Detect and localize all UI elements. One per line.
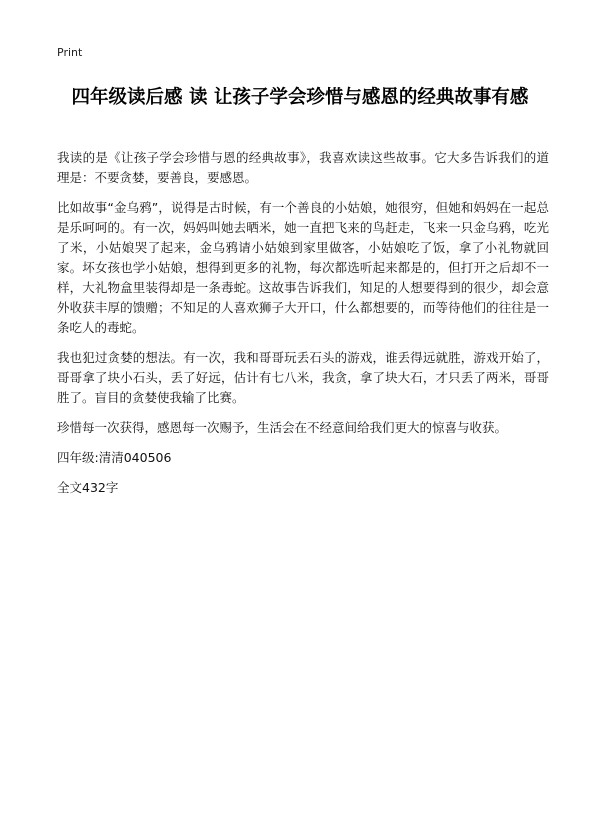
article-body xyxy=(57,148,549,508)
paragraph-story: 比如故事“金乌鸦”，说得是古时候，有一个善良的小姑娘，她很穷，但她和妈妈在一起总是乐呵呵的。有一次，妈妈叫她去晒米，她一直把飞来的鸟赶走，飞来一只金乌鸦，吃光了米，小姑娘哭了起来，金乌鸦请小姑娘到家里做客，小姑娘吃了饭，拿了小礼物就回家。坏女孩也学小姑娘，想得到更多的礼物，每次都选听起来都是的，但打开之后却不一样，大礼物盒里装得却是一条毒蛇。这故事告诉我们，知足的人想要得到的很少，却会意外收获丰厚的馈赠；不知足的人喜欢狮子大开口，什么都想要的，而等待他们的往往是一条吃人的毒蛇。 xyxy=(57,200,549,335)
paragraph-conclusion: 珍惜每一次获得，感恩每一次赐予，生活会在不经意间给我们更大的惊喜与收获。 xyxy=(57,420,508,435)
article-title: 四年级读后感 读 让孩子学会珍惜与感恩的经典故事有感 xyxy=(71,87,529,108)
author-line: 四年级:清清040506 xyxy=(57,450,172,465)
paragraph-experience: 我也犯过贪婪的想法。有一次，我和哥哥玩丢石头的游戏，谁丢得远就胜，游戏开始了，哥哥拿了块小石头，丢了好远，估计有七八米，我贪，拿了块大石，才只丢了两米，哥哥胜了。盲目的贪婪使我输了比赛。 xyxy=(57,350,549,405)
word-count: 全文432字 xyxy=(57,480,119,495)
paragraph-intro: 我读的是《让孩子学会珍惜与恩的经典故事》，我喜欢读这些故事。它大多告诉我们的道理是：不要贪婪，要善良，要感恩。 xyxy=(57,150,549,185)
print-label[interactable]: Print xyxy=(57,46,83,59)
